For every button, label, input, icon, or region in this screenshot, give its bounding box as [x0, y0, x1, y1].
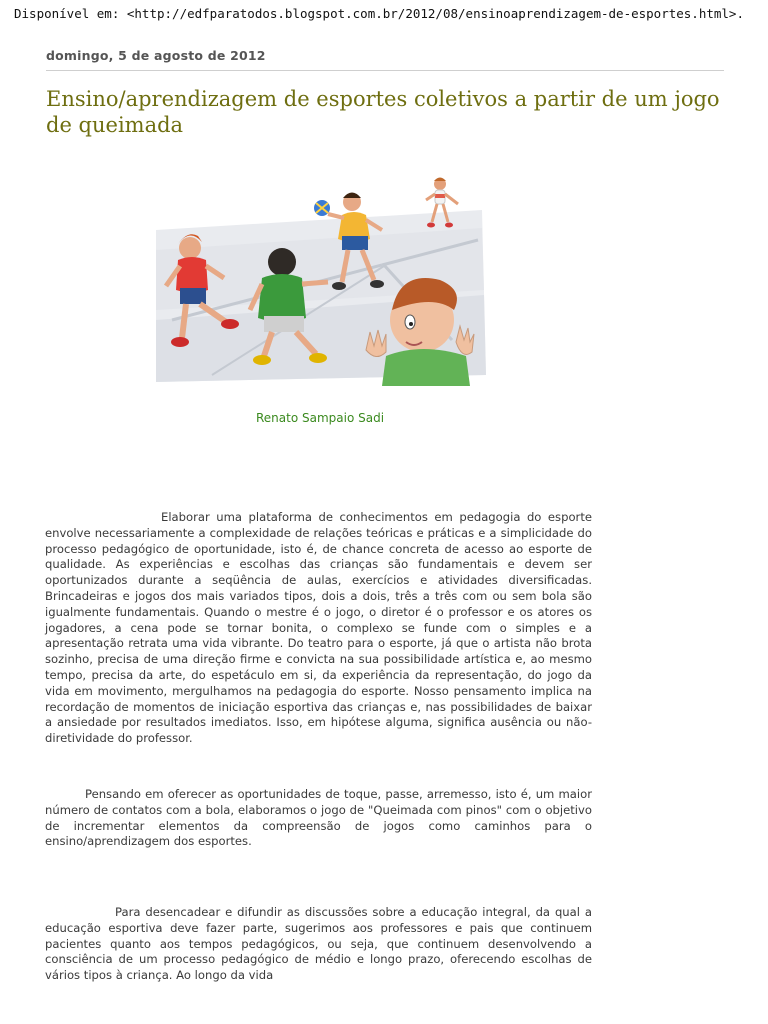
source-citation: Disponível em: <http://edfparatodos.blogspot.com.br/2012/08/ensinoaprendizagem-de-esportes.html>.: [14, 6, 744, 21]
children-playing-illustration: [152, 170, 488, 392]
body-paragraph-1: Elaborar uma plataforma de conhecimentos em pedagogia do esporte envolve necessariamente a complexidade de relações teóricas e práticas e a simplicidade do processo pedagógico de oportunidade, isto é, de chance concreta de acesso ao esporte de qualidade. As experiências e escolhas das crianças são fundamentais e devem ser oportunizados durante a seqüência de aulas, exercícios e atividades diversificadas. Brincadeiras e jogos dos mais variados tipos, dois a dois, três a três com ou sem bola são igualmente fundamentais. Quando o mestre é o jogo, o diretor é o professor e os atores os jogadores, a cena pode se tornar bonita, o complexo se funde com o simples e a apresentação retrata uma vida vibrante. Do teatro para o esporte, já que o artista não brota sozinho, precisa de uma direção firme e convicta na sua possibilidade artística e, ao mesmo tempo, precisa da arte, do espetáculo em si, da experiência da representação, do jogo da vida em movimento, mergulhamos na pedagogia do esporte. Nosso pensamento implica na recordação de momentos de iniciação esportiva das crianças e, nas possibilidades de baixar a ansiedade por resultados imediatos. Isso, em hipótese alguma, significa ausência ou não-diretividade do professor.: [45, 510, 592, 746]
body-paragraph-2: Pensando em oferecer as oportunidades de toque, passe, arremesso, isto é, um maior número de contatos com a bola, elaboramos o jogo de "Queimada com pinos" com o objetivo de incrementar elementos da compreensão de jogos como caminhos para o ensino/aprendizagem dos esportes.: [45, 787, 592, 849]
body-paragraph-3: Para desencadear e difundir as discussões sobre a educação integral, da qual a educação esportiva deve fazer parte, sugerimos aos professores e pais que continuem pacientes quanto aos tempos pedagógicos, ou seja, que continuem desenvolvendo a consciência de um processo pedagógico de médio e longo prazo, oferecendo escolhas de vários tipos à criança. Ao longo da vida: [45, 905, 592, 983]
post-date: domingo, 5 de agosto de 2012: [46, 48, 266, 63]
date-divider: [46, 70, 724, 71]
image-caption: Renato Sampaio Sadi: [256, 411, 385, 425]
post-title: Ensino/aprendizagem de esportes coletivos a partir de um jogo de queimada: [46, 87, 720, 137]
